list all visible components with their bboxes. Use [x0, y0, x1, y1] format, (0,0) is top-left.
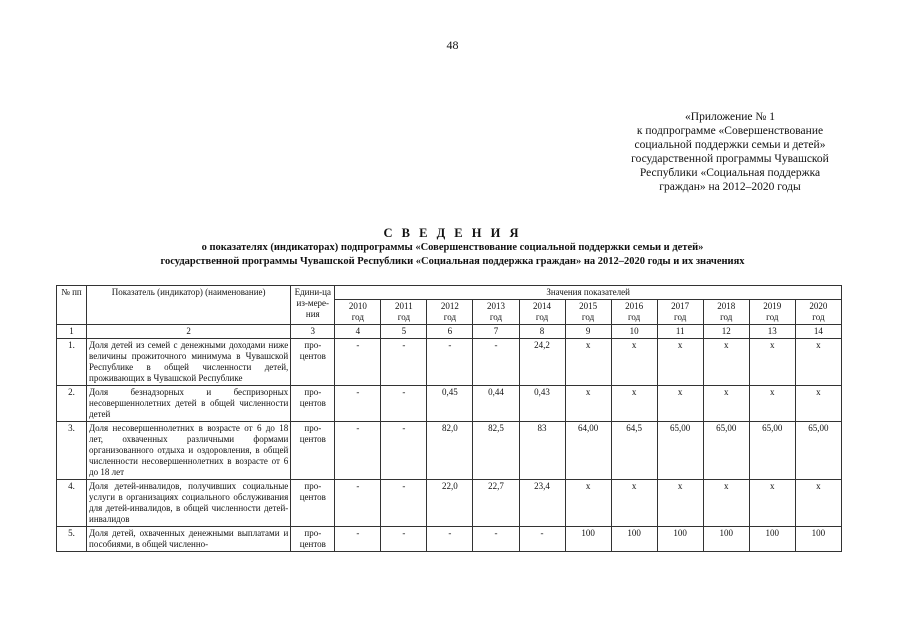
indicators-table: [56, 285, 842, 552]
row-value: 82,5: [473, 422, 519, 480]
column-number: 13: [749, 325, 795, 339]
row-unit: про-центов: [291, 480, 335, 527]
header-year-value: 2013: [486, 301, 505, 311]
column-number: 11: [657, 325, 703, 339]
header-year: [565, 300, 611, 325]
row-value: -: [335, 480, 381, 527]
appendix-line: к подпрограмме «Совершенствование: [636, 125, 824, 137]
heading-title: С В Е Д Е Н И Я: [383, 226, 522, 240]
header-year-value: 2015: [579, 301, 598, 311]
header-year: [427, 300, 473, 325]
row-value: -: [427, 339, 473, 386]
column-number: 2: [87, 325, 291, 339]
header-values-group: Значения показателей: [335, 286, 842, 300]
header-year-suffix: год: [812, 312, 825, 322]
row-value: 100: [749, 527, 795, 552]
row-unit: про-центов: [291, 386, 335, 422]
header-year-value: 2016: [625, 301, 644, 311]
row-value: 64,5: [611, 422, 657, 480]
row-value: х: [749, 386, 795, 422]
column-number: 4: [335, 325, 381, 339]
appendix-line: «Приложение № 1: [685, 111, 775, 123]
header-unit: Едини-ца из-мере-ния: [291, 286, 335, 325]
row-value: 100: [703, 527, 749, 552]
row-value: х: [703, 480, 749, 527]
header-year-value: 2011: [395, 301, 413, 311]
header-year-value: 2018: [717, 301, 736, 311]
column-number: 12: [703, 325, 749, 339]
row-indicator: Доля детей-инвалидов, получивших социальные услуги в организациях социального обслуживания для детей-инвалидов, в общей численности детей-инвалидов: [87, 480, 291, 527]
header-year: [703, 300, 749, 325]
page-number: 48: [446, 38, 459, 52]
row-value: -: [335, 386, 381, 422]
header-year: [657, 300, 703, 325]
header-year-suffix: год: [720, 312, 733, 322]
row-value: 64,00: [565, 422, 611, 480]
row-number: 2.: [57, 386, 87, 422]
header-year-suffix: год: [674, 312, 687, 322]
table-row: [57, 386, 842, 422]
column-number: 1: [57, 325, 87, 339]
row-value: 0,45: [427, 386, 473, 422]
header-year-suffix: год: [766, 312, 779, 322]
row-value: х: [749, 480, 795, 527]
row-unit: про-центов: [291, 339, 335, 386]
row-value: х: [749, 339, 795, 386]
row-value: х: [611, 386, 657, 422]
header-year-value: 2019: [763, 301, 782, 311]
column-number: 8: [519, 325, 565, 339]
row-value: -: [335, 527, 381, 552]
row-value: х: [611, 339, 657, 386]
header-year-value: 2014: [533, 301, 552, 311]
row-value: -: [381, 480, 427, 527]
column-number: 7: [473, 325, 519, 339]
appendix-line: Республики «Социальная поддержка: [639, 167, 821, 179]
row-value: х: [565, 386, 611, 422]
header-indicator: Показатель (индикатор) (наименование): [87, 286, 291, 325]
row-number: 4.: [57, 480, 87, 527]
row-value: х: [703, 386, 749, 422]
table-row: [57, 422, 842, 480]
header-year: [381, 300, 427, 325]
header-year-suffix: год: [581, 312, 595, 322]
table-row: [57, 339, 842, 386]
row-value: х: [795, 386, 841, 422]
appendix-block: [560, 110, 900, 194]
row-value: -: [473, 527, 519, 552]
row-value: -: [473, 339, 519, 386]
row-value: х: [565, 480, 611, 527]
row-value: 100: [795, 527, 841, 552]
column-number: 10: [611, 325, 657, 339]
row-value: -: [335, 339, 381, 386]
header-year-suffix: год: [397, 312, 411, 322]
header-row: [57, 286, 842, 300]
header-year: [749, 300, 795, 325]
header-year-value: 2017: [671, 301, 690, 311]
header-year-suffix: год: [627, 312, 641, 322]
column-number: 14: [795, 325, 841, 339]
row-value: 83: [519, 422, 565, 480]
row-value: 0,43: [519, 386, 565, 422]
row-unit: про-центов: [291, 527, 335, 552]
header-year: [795, 300, 841, 325]
row-value: -: [335, 422, 381, 480]
row-value: х: [703, 339, 749, 386]
row-value: 0,44: [473, 386, 519, 422]
table-row: [57, 527, 842, 552]
row-value: х: [795, 480, 841, 527]
header-year: [335, 300, 381, 325]
header-year-suffix: год: [489, 312, 503, 322]
row-value: -: [519, 527, 565, 552]
table-row: [57, 480, 842, 527]
column-number: 9: [565, 325, 611, 339]
heading-line-2: государственной программы Чувашской Республики «Социальная поддержка граждан» на 2012–2020 годы и их значениях: [160, 256, 745, 267]
row-value: 100: [565, 527, 611, 552]
row-value: 65,00: [703, 422, 749, 480]
appendix-line: граждан» на 2012–2020 годы: [659, 181, 801, 193]
row-value: 65,00: [657, 422, 703, 480]
row-value: 22,7: [473, 480, 519, 527]
row-value: 100: [657, 527, 703, 552]
row-unit: про-центов: [291, 422, 335, 480]
appendix-line: социальной поддержки семьи и детей»: [634, 139, 826, 151]
row-value: 65,00: [795, 422, 841, 480]
row-value: х: [657, 386, 703, 422]
row-value: х: [795, 339, 841, 386]
row-value: 82,0: [427, 422, 473, 480]
row-value: -: [381, 527, 427, 552]
row-value: 24,2: [519, 339, 565, 386]
row-value: -: [381, 386, 427, 422]
header-year: [519, 300, 565, 325]
header-year-value: 2010: [348, 301, 367, 311]
header-year-value: 2020: [809, 301, 828, 311]
column-number: 6: [427, 325, 473, 339]
row-number: 5.: [57, 527, 87, 552]
header-year: [611, 300, 657, 325]
row-number: 3.: [57, 422, 87, 480]
row-value: -: [381, 339, 427, 386]
header-number: № пп: [57, 286, 87, 325]
heading-line-1: о показателях (индикаторах) подпрограммы «Совершенствование социальной поддержки семьи и детей»: [201, 242, 704, 253]
column-number: 5: [381, 325, 427, 339]
row-value: х: [657, 339, 703, 386]
row-indicator: Доля безнадзорных и беспризорных несовершеннолетних детей в общей численности детей: [87, 386, 291, 422]
row-indicator: Доля детей из семей с денежными доходами ниже величины прожиточного минимума в Чувашской Республике в общей численности детей, проживающих в Чувашской Республике: [87, 339, 291, 386]
row-indicator: Доля детей, охваченных денежными выплатами и пособиями, в общей численно-: [87, 527, 291, 552]
row-value: 23,4: [519, 480, 565, 527]
header-year-suffix: год: [351, 312, 364, 322]
header-year: [473, 300, 519, 325]
row-value: 100: [611, 527, 657, 552]
row-number: 1.: [57, 339, 87, 386]
row-value: х: [565, 339, 611, 386]
row-indicator: Доля несовершеннолетних в возрасте от 6 до 18 лет, охваченных различными формами организованного отдыха и оздоровления, в общей численности несовершеннолетних в возрасте от 6 до 18 лет: [87, 422, 291, 480]
header-year-suffix: год: [535, 312, 549, 322]
row-value: -: [381, 422, 427, 480]
header-year-value: 2012: [440, 301, 459, 311]
appendix-line: государственной программы Чувашской: [631, 153, 829, 165]
row-value: х: [611, 480, 657, 527]
column-number: 3: [291, 325, 335, 339]
header-year-suffix: год: [443, 312, 457, 322]
column-number-row: [57, 325, 842, 339]
row-value: х: [657, 480, 703, 527]
document-heading: [0, 225, 905, 269]
row-value: -: [427, 527, 473, 552]
row-value: 22,0: [427, 480, 473, 527]
row-value: 65,00: [749, 422, 795, 480]
